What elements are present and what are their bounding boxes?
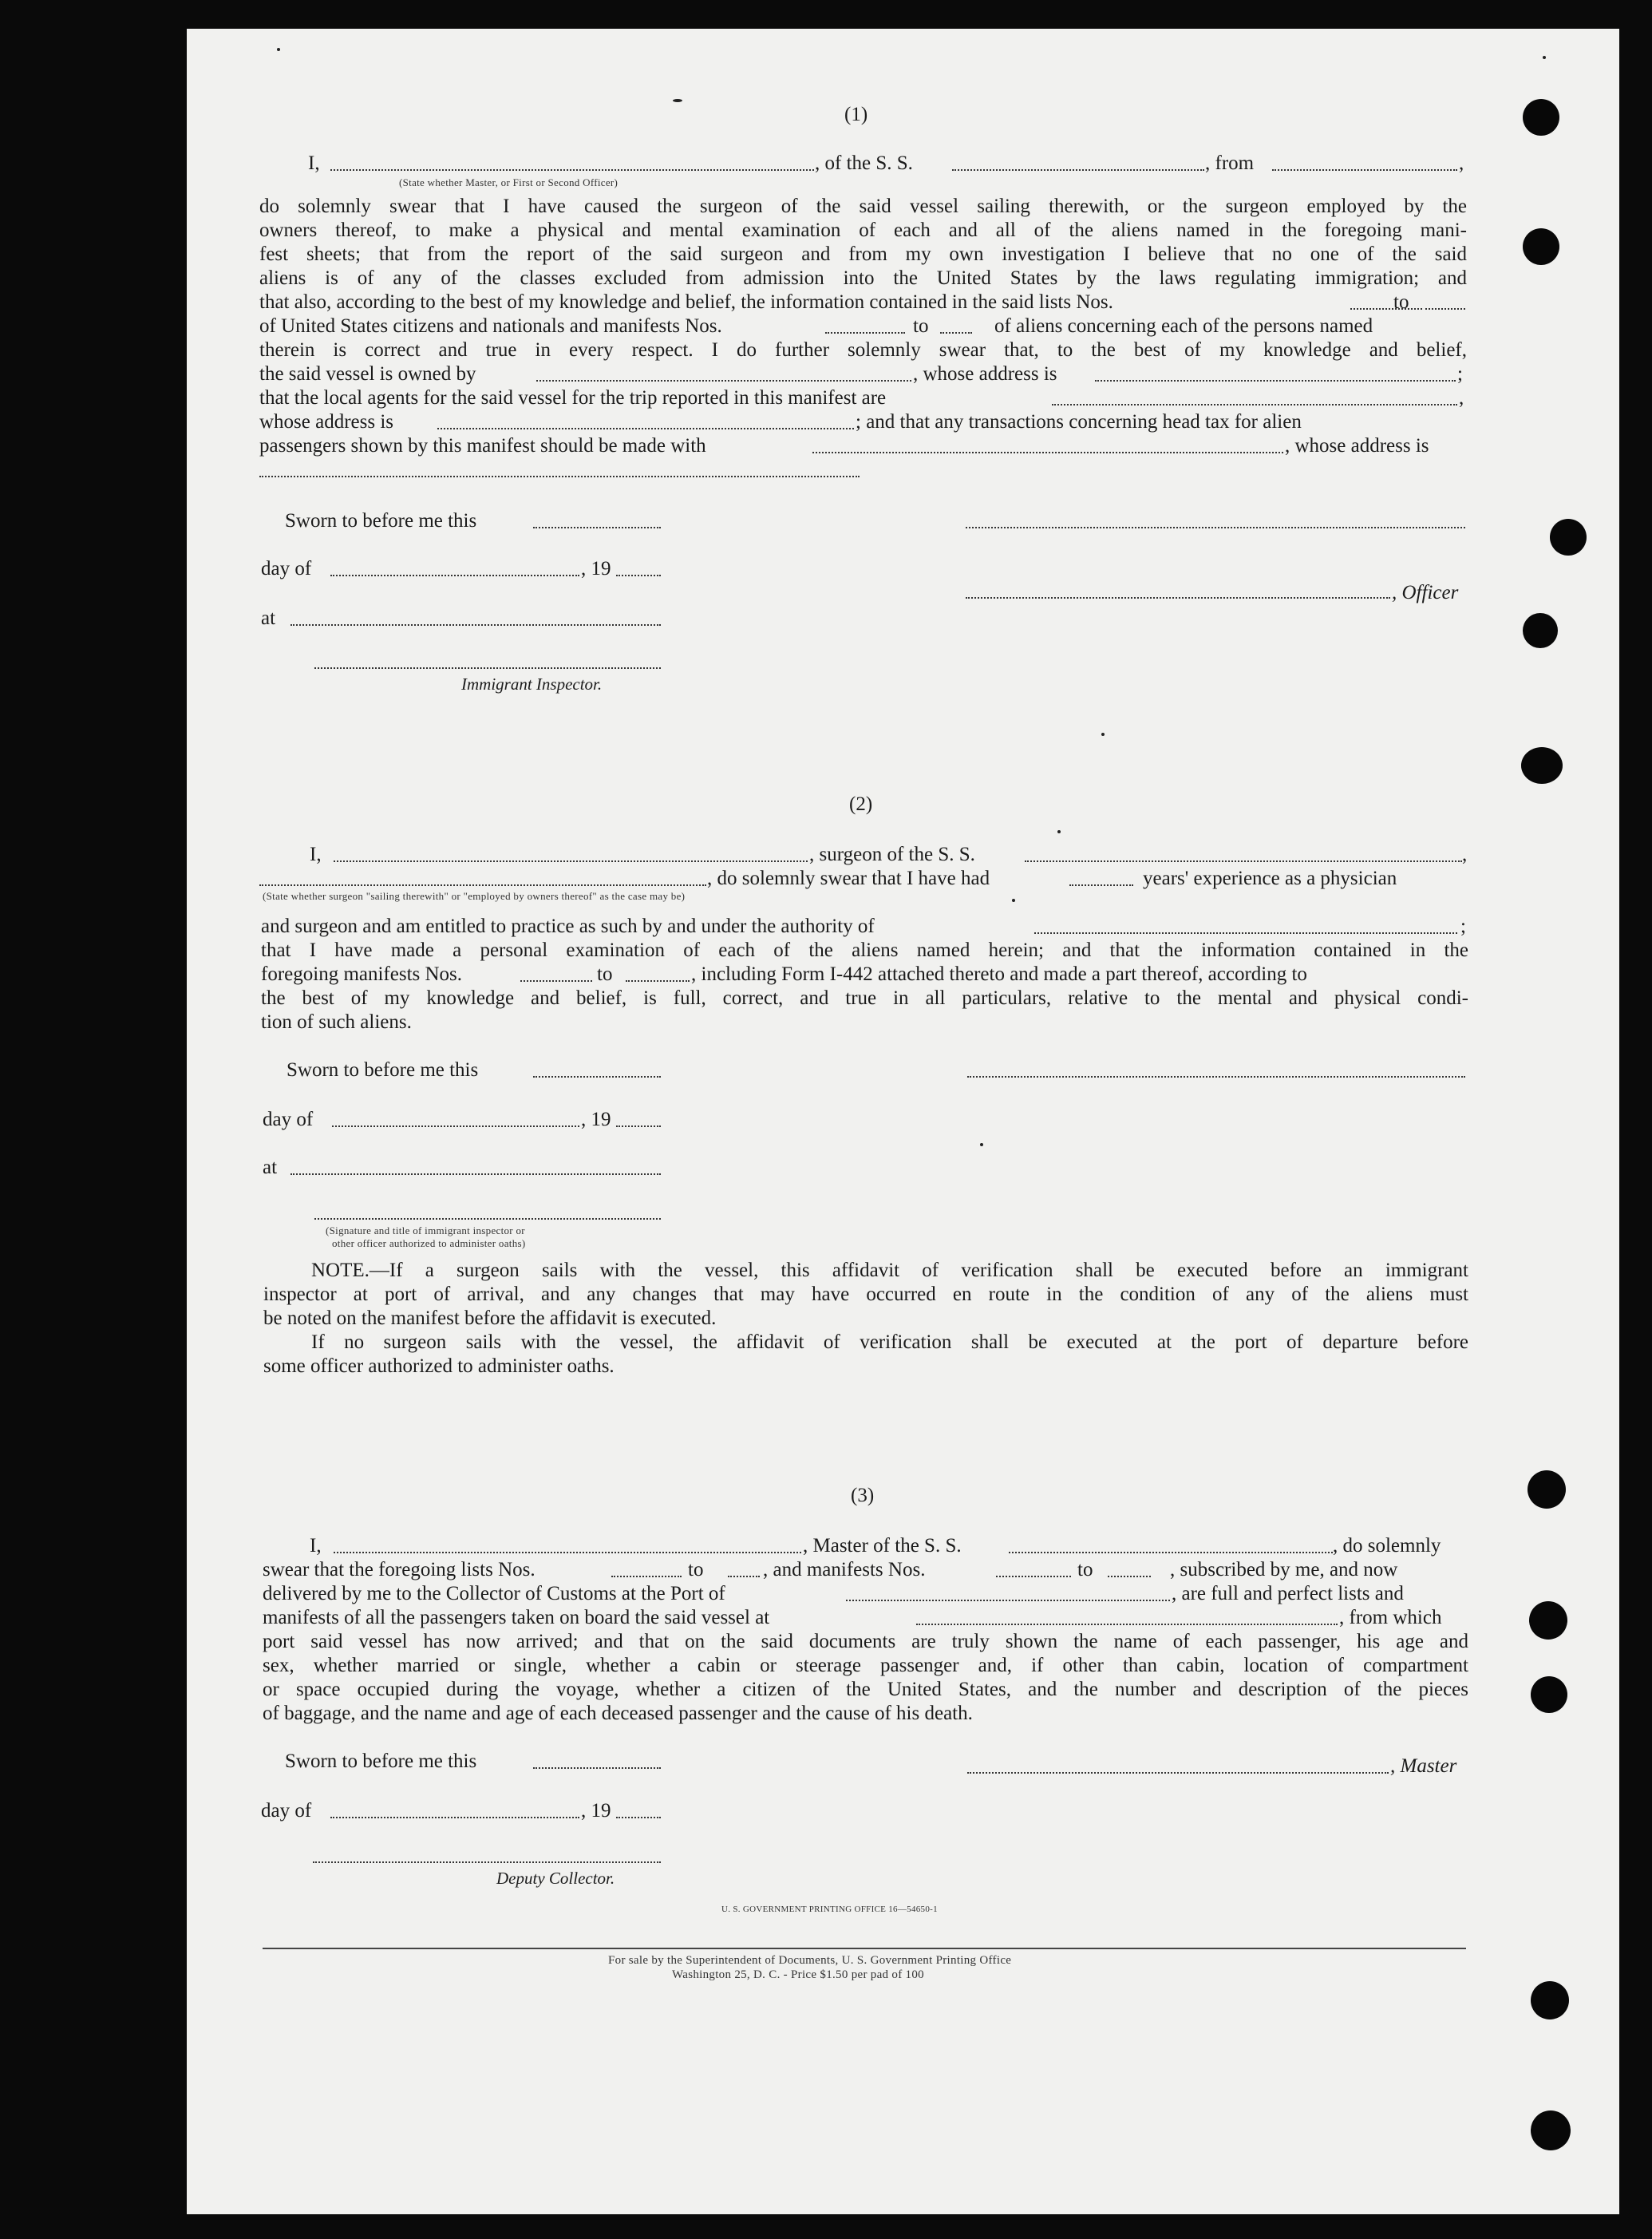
officer-title-field[interactable] <box>330 169 814 171</box>
surgeon-oath-i: I, <box>310 844 322 865</box>
master-sworn-year-field[interactable] <box>616 1817 661 1818</box>
master-text-line: or space occupied during the voyage, whether a citizen of the United States, and the number and description of the pieces <box>263 1679 1468 1700</box>
master-oath-i: I, <box>310 1535 322 1557</box>
agents-address-field[interactable] <box>437 428 854 429</box>
port-field[interactable] <box>846 1600 1170 1601</box>
sale-notice-line: Washington 25, D. C. - Price $1.50 per pad of 100 <box>672 1968 924 1981</box>
authority-field[interactable] <box>1034 932 1457 934</box>
section-2-heading: (2) <box>849 793 873 815</box>
from-label: , from <box>1205 152 1255 174</box>
subscribed-text: , subscribed by me, and now <box>1170 1559 1398 1580</box>
head-tax-address-field[interactable] <box>259 476 860 477</box>
inspector-caption: Immigrant Inspector. <box>461 674 603 694</box>
punch-hole <box>1528 1470 1566 1509</box>
manifests-to-field[interactable] <box>940 332 972 334</box>
inspector-signature-field[interactable] <box>314 667 661 669</box>
surgeon-sworn-year-field[interactable] <box>616 1125 661 1127</box>
surgeon-status-caption: (State whether surgeon "sailing therewith" or "employed by owners thereof" as the case may be) <box>263 890 686 902</box>
from-port-field[interactable] <box>1272 169 1457 171</box>
surgeon-sworn-place-field[interactable] <box>290 1173 661 1175</box>
master-caption: , Master <box>1390 1755 1457 1777</box>
master-text-line: port said vessel has now arrived; and that on the said documents are truly shown the name of each passenger, his age and <box>263 1631 1468 1652</box>
oath-text-line: therein is correct and true in every respect. I do further solemnly swear that, to the best of my knowledge and belief, <box>259 339 1467 361</box>
comma: , <box>1462 844 1468 865</box>
local-agents-field[interactable] <box>1052 404 1457 405</box>
master-of-label: , Master of the S. S. <box>803 1535 962 1557</box>
lists-to-field[interactable] <box>1425 308 1465 310</box>
sworn-label: Sworn to before me this <box>287 1059 479 1081</box>
surgeon-sworn-day-field[interactable] <box>533 1076 661 1078</box>
punch-hole <box>1523 228 1559 265</box>
punch-hole <box>1531 1981 1569 2019</box>
to-label: to <box>688 1559 704 1580</box>
lists-lead: that also, according to the best of my knowledge and belief, the information contained in the said lists Nos. <box>259 291 1113 313</box>
from-which-text: , from which <box>1339 1607 1442 1628</box>
surgeon-text-line: the best of my knowledge and belief, is full, correct, and true in all particulars, relative to the mental and physical condi- <box>261 987 1468 1009</box>
note-line: If no surgeon sails with the vessel, the affidavit of verification shall be executed at the port of departure before <box>311 1331 1468 1353</box>
master-signature-field[interactable] <box>967 1772 1389 1774</box>
to-label: to <box>913 315 929 337</box>
perfect-lists-text: , are full and perfect lists and <box>1172 1583 1404 1604</box>
sworn-label: Sworn to before me this <box>285 510 477 532</box>
surgeon-manifests-to-field[interactable] <box>626 980 690 982</box>
agents-lead: that the local agents for the said vessel for the trip reported in this manifest are <box>259 387 887 409</box>
surgeon-manifests-from-field[interactable] <box>520 980 592 982</box>
punch-hole <box>1521 747 1563 784</box>
speck <box>277 48 280 51</box>
day-of-label: day of <box>261 558 312 580</box>
foregoing-lead: foregoing manifests Nos. <box>261 963 463 985</box>
boarding-port-field[interactable] <box>916 1624 1338 1625</box>
master-lists-from-field[interactable] <box>611 1576 682 1577</box>
master-text-line: of baggage, and the name and age of each deceased passenger and the cause of his death. <box>263 1703 973 1724</box>
of-ss-label: , of the S. S. <box>815 152 913 174</box>
speck <box>1543 56 1546 59</box>
head-tax-text: ; and that any transactions concerning head tax for alien <box>856 411 1302 433</box>
master-ship-field[interactable] <box>1009 1552 1333 1553</box>
officer-caption: , Officer <box>1392 582 1459 603</box>
to-label: to <box>597 963 613 985</box>
master-lists-to-field[interactable] <box>728 1576 760 1577</box>
semicolon: ; <box>1457 363 1463 385</box>
surgeon-signature-line[interactable] <box>967 1076 1465 1078</box>
owner-lead: the said vessel is owned by <box>259 363 476 385</box>
officer-signature-line[interactable] <box>966 527 1465 528</box>
years-experience-text: , do solemnly swear that I have had <box>707 868 990 889</box>
head-tax-lead: passengers shown by this manifest should be made with <box>259 435 706 457</box>
note-line: NOTE.—If a surgeon sails with the vessel, this affidavit of verification shall be executed before an immigrant <box>311 1260 1468 1281</box>
master-text-line: sex, whether married or single, whether a cabin or steerage passenger and, if other than cabin, location of compartment <box>263 1655 1468 1676</box>
surgeon-text-line: tion of such aliens. <box>261 1011 412 1033</box>
footer-rule <box>263 1948 1466 1949</box>
agents-address-label: whose address is <box>259 411 394 433</box>
vessel-owner-field[interactable] <box>536 380 911 382</box>
sworn-month-field[interactable] <box>330 575 579 576</box>
officer-title-caption: (State whether Master, or First or Second Officer) <box>399 176 619 188</box>
master-manifests-from-field[interactable] <box>996 1576 1071 1577</box>
note-line: some officer authorized to administer oaths. <box>263 1355 615 1377</box>
sale-notice-line: For sale by the Superintendent of Documents, U. S. Government Printing Office <box>608 1954 1012 1967</box>
lists-lead: swear that the foregoing lists Nos. <box>263 1559 536 1580</box>
deputy-signature-field[interactable] <box>313 1861 661 1863</box>
oath-text-line: fest sheets; that from the report of the said surgeon and from my own investigation I believe that no one of the said <box>259 243 1467 265</box>
speck <box>1012 899 1015 902</box>
semicolon: ; <box>1460 916 1466 937</box>
punch-hole <box>1531 1676 1567 1713</box>
sworn-year-field[interactable] <box>616 575 661 576</box>
inspector-signature-field[interactable] <box>314 1218 661 1220</box>
surgeon-name-field[interactable] <box>334 860 808 862</box>
surgeon-text-line: that I have made a personal examination of each of the aliens named herein; and that the information contained in the <box>261 940 1468 961</box>
signature-caption-line: other officer authorized to administer oaths) <box>332 1237 526 1249</box>
note-line: be noted on the manifest before the affidavit is executed. <box>263 1307 717 1329</box>
punch-hole <box>1531 2110 1571 2150</box>
surgeon-ship-field[interactable] <box>1025 860 1462 862</box>
sworn-place-field[interactable] <box>290 624 661 626</box>
year-label: , 19 <box>581 558 611 580</box>
day-of-label: day of <box>261 1800 312 1822</box>
to-label: to <box>1077 1559 1093 1580</box>
ship-name-field[interactable] <box>952 169 1204 171</box>
surgeon-of-label: , surgeon of the S. S. <box>809 844 975 865</box>
manifests-from-field[interactable] <box>825 332 905 334</box>
surgeon-sworn-month-field[interactable] <box>332 1125 579 1127</box>
to-label: to <box>1393 291 1409 313</box>
comma: , <box>1459 152 1464 174</box>
solemnly-label: , do solemnly <box>1333 1535 1441 1557</box>
at-label: at <box>263 1157 278 1178</box>
owner-address-label: , whose address is <box>913 363 1057 385</box>
physician-text: years' experience as a physician <box>1143 868 1397 889</box>
master-name-field[interactable] <box>334 1552 801 1553</box>
speck <box>980 1143 983 1146</box>
years-field[interactable] <box>1069 884 1133 886</box>
comma: , <box>1459 387 1464 409</box>
lists-from-field[interactable] <box>1350 308 1422 310</box>
speck <box>1057 830 1061 833</box>
gpo-imprint: U. S. GOVERNMENT PRINTING OFFICE 16—54650-1 <box>721 1905 938 1914</box>
boarded-lead: manifests of all the passengers taken on board the said vessel at <box>263 1607 770 1628</box>
manifests-tail: of aliens concerning each of the persons named <box>994 315 1373 337</box>
sworn-day-field[interactable] <box>533 527 661 528</box>
collector-lead: delivered by me to the Collector of Customs at the Port of <box>263 1583 725 1604</box>
head-tax-address-label: , whose address is <box>1285 435 1429 457</box>
day-of-label: day of <box>263 1109 314 1130</box>
master-sworn-day-field[interactable] <box>533 1767 661 1769</box>
master-sworn-month-field[interactable] <box>330 1817 579 1818</box>
year-label: , 19 <box>581 1109 611 1130</box>
punch-hole <box>1550 519 1587 556</box>
section-3-heading: (3) <box>851 1485 875 1506</box>
punch-hole <box>1529 1601 1567 1640</box>
oath-text-line: owners thereof, to make a physical and mental examination of each and all of the aliens named in the foregoing mani- <box>259 220 1467 241</box>
surgeon-status-field[interactable] <box>259 884 706 886</box>
authority-lead: and surgeon and am entitled to practice as such by and under the authority of <box>261 916 875 937</box>
owner-address-field[interactable] <box>1095 380 1456 382</box>
oath-text-line: aliens is of any of the classes excluded from admission into the United States by the laws regulating immigration; and <box>259 267 1467 289</box>
punch-hole <box>1523 613 1558 648</box>
sworn-label: Sworn to before me this <box>285 1750 477 1772</box>
speck <box>673 99 682 102</box>
master-manifests-to-field[interactable] <box>1108 1576 1151 1577</box>
officer-signature-field[interactable] <box>966 597 1390 599</box>
oath-text-line: do solemnly swear that I have caused the surgeon of the said vessel sailing therewith, or the surgeon employed by the <box>259 196 1467 217</box>
manifests-label: , and manifests Nos. <box>763 1559 926 1580</box>
form-i442-text: , including Form I-442 attached thereto and made a part thereof, according to <box>691 963 1307 985</box>
section-1-heading: (1) <box>844 104 868 125</box>
punch-hole <box>1523 99 1559 136</box>
speck <box>1101 733 1105 736</box>
deputy-caption: Deputy Collector. <box>496 1869 615 1888</box>
year-label: , 19 <box>581 1800 611 1822</box>
head-tax-party-field[interactable] <box>812 452 1283 453</box>
signature-caption-line: (Signature and title of immigrant inspector or <box>326 1224 525 1236</box>
oath-i: I, <box>308 152 320 174</box>
manifests-lead: of United States citizens and nationals and manifests Nos. <box>259 315 722 337</box>
at-label: at <box>261 607 276 629</box>
note-line: inspector at port of arrival, and any changes that may have occurred en route in the condition of any of the aliens must <box>263 1284 1468 1305</box>
